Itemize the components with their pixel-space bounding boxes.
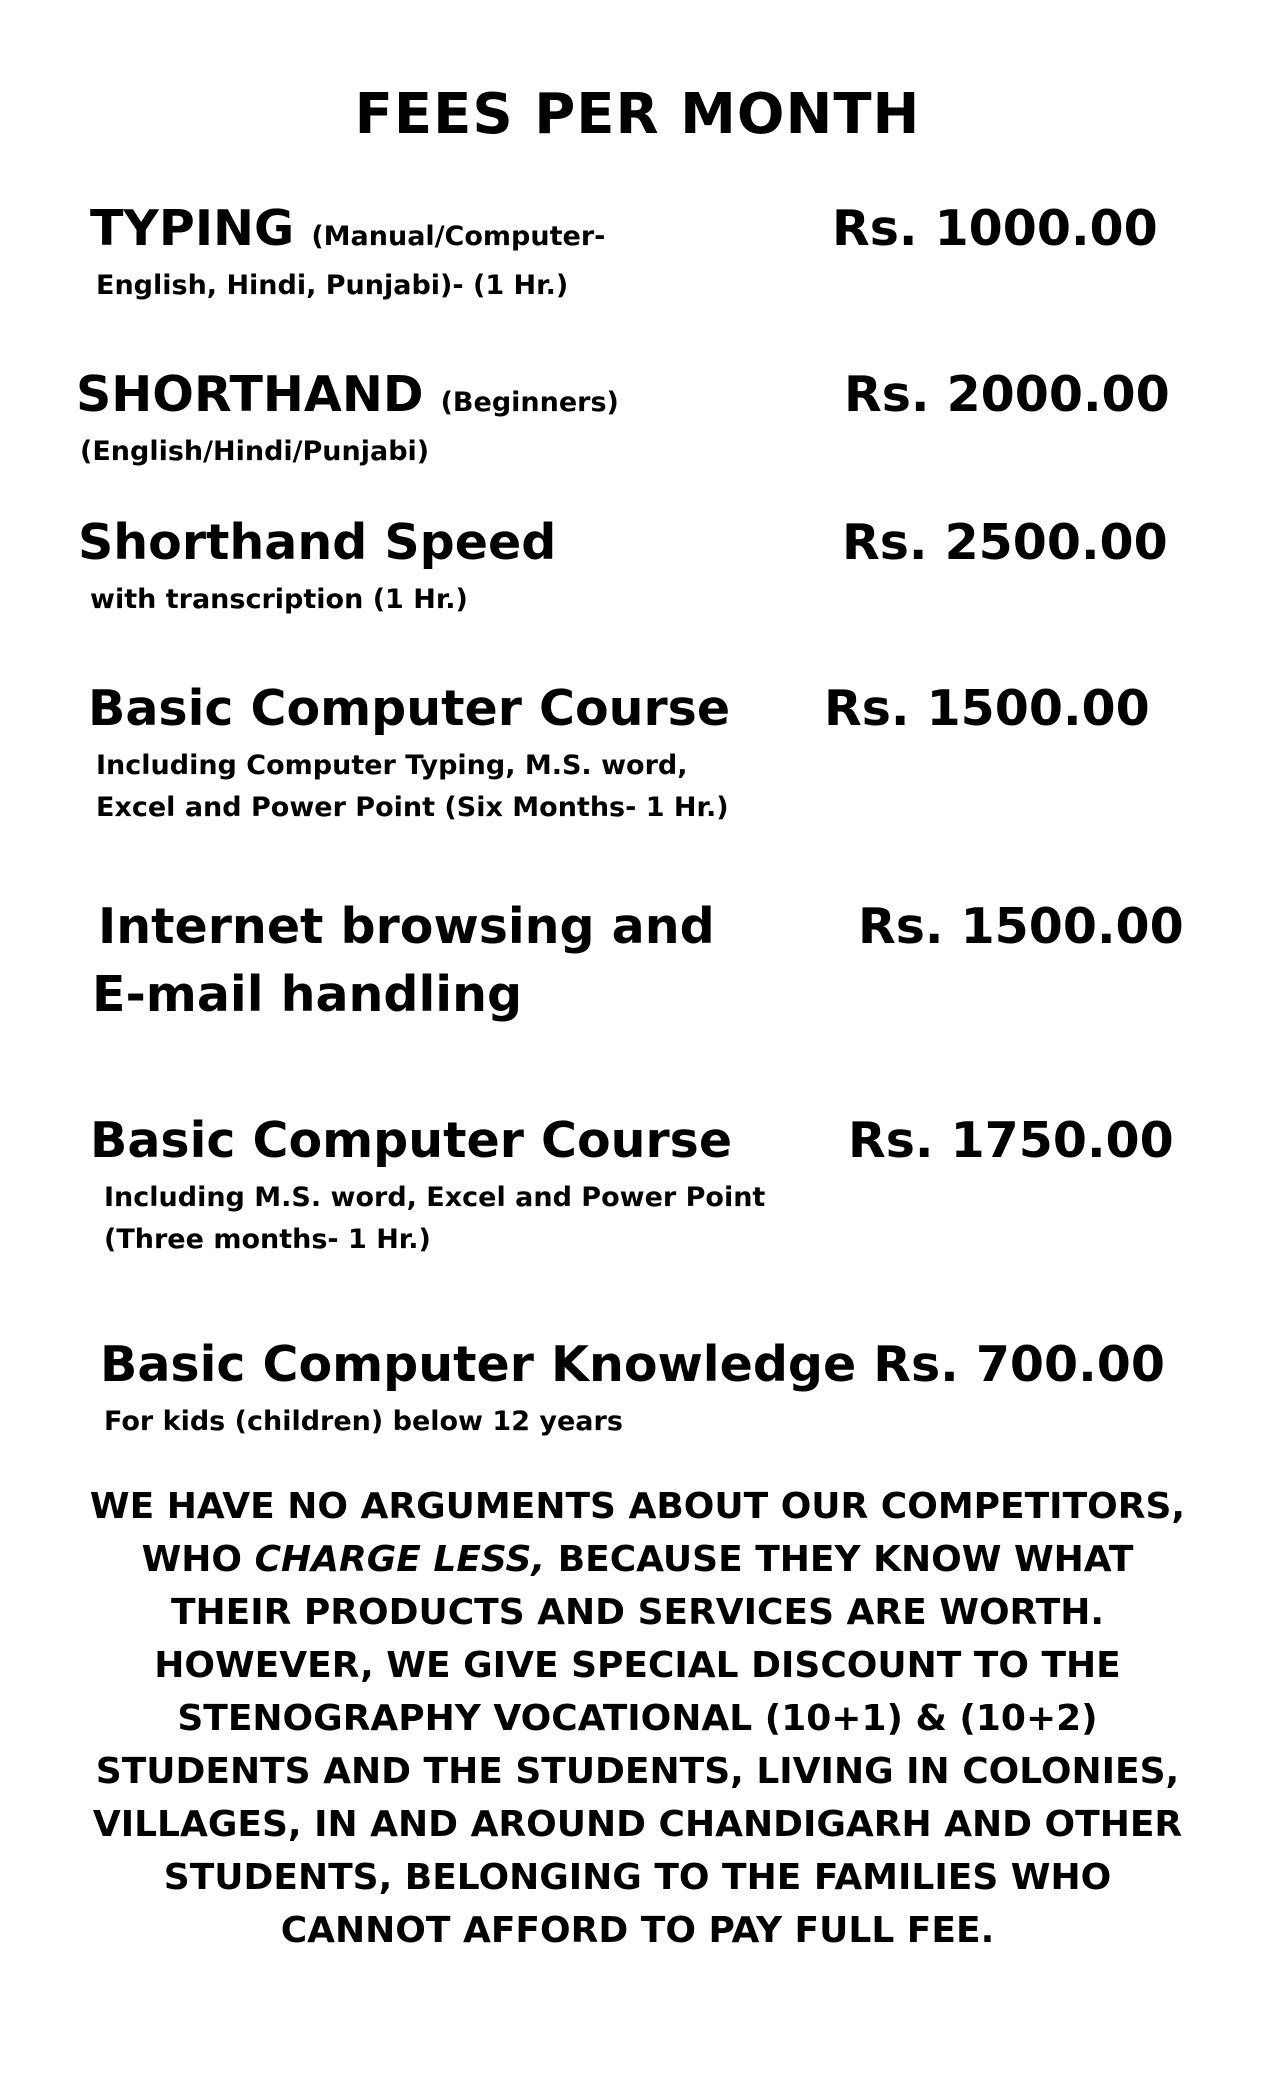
notice-line: THEIR PRODUCTS AND SERVICES ARE WORTH. [170,1592,1105,1633]
course-basic-computer-6m-price: Rs. 1500.00 [824,680,1150,737]
notice-line: STUDENTS AND THE STUDENTS, LIVING IN COLONIES, [95,1751,1180,1792]
course-basic-computer-3m-detail-1: Including M.S. word, Excel and Power Point [104,1182,766,1213]
course-shorthand-speed-detail: with transcription (1 Hr.) [90,584,468,615]
course-basic-computer-3m-name: Basic Computer Course [90,1112,733,1169]
course-name-note: (Manual/Computer- [311,221,606,252]
course-internet-name-1: Internet browsing and [98,898,715,955]
course-shorthand-speed-name: Shorthand Speed [78,514,557,571]
course-internet-price: Rs. 1500.00 [858,898,1184,955]
course-basic-computer-6m-detail-1: Including Computer Typing, M.S. word, [96,750,688,781]
course-shorthand-speed-price: Rs. 2500.00 [842,514,1168,571]
notice-line: STUDENTS, BELONGING TO THE FAMILIES WHO [163,1857,1112,1898]
course-name: Basic Computer Knowledge [100,1336,857,1393]
course-name: SHORTHAND [76,366,424,423]
notice-line: HOWEVER, WE GIVE SPECIAL DISCOUNT TO THE [154,1645,1121,1686]
notice-line: CANNOT AFFORD TO PAY FULL FEE. [280,1910,995,1951]
course-basic-computer-3m-price: Rs. 1750.00 [848,1112,1174,1169]
course-name-note: (Beginners) [440,387,619,418]
course-basic-computer-6m-detail-2: Excel and Power Point (Six Months- 1 Hr.) [96,792,729,823]
course-basic-computer-3m-detail-2: (Three months- 1 Hr.) [104,1224,431,1255]
course-basic-knowledge-detail: For kids (children) below 12 years [104,1406,623,1437]
course-name: TYPING [90,200,295,257]
course-shorthand-detail: (English/Hindi/Punjabi) [80,436,430,467]
course-price: Rs. 700.00 [873,1336,1165,1393]
course-shorthand-price: Rs. 2000.00 [844,366,1170,423]
course-basic-computer-6m-name: Basic Computer Course [88,680,731,737]
notice-line: VILLAGES, IN AND AROUND CHANDIGARH AND OTHER [92,1804,1183,1845]
course-shorthand-name [76,366,619,423]
course-typing-detail: English, Hindi, Punjabi)- (1 Hr.) [96,270,569,301]
course-typing-price: Rs. 1000.00 [832,200,1158,257]
notice-line: STENOGRAPHY VOCATIONAL (10+1) & (10+2) [177,1698,1098,1739]
page-title: FEES PER MONTH [354,82,921,147]
course-internet-name-2: E-mail handling [92,966,523,1023]
notice-emphasis: CHARGE LESS, [254,1539,546,1580]
notice-line: WHO CHARGE LESS, BECAUSE THEY KNOW WHAT [141,1539,1134,1580]
discount-notice [60,1480,1215,1957]
notice-line: WE HAVE NO ARGUMENTS ABOUT OUR COMPETITORS, [89,1486,1186,1527]
course-basic-knowledge-name [100,1336,1165,1393]
course-typing-name [90,200,605,257]
